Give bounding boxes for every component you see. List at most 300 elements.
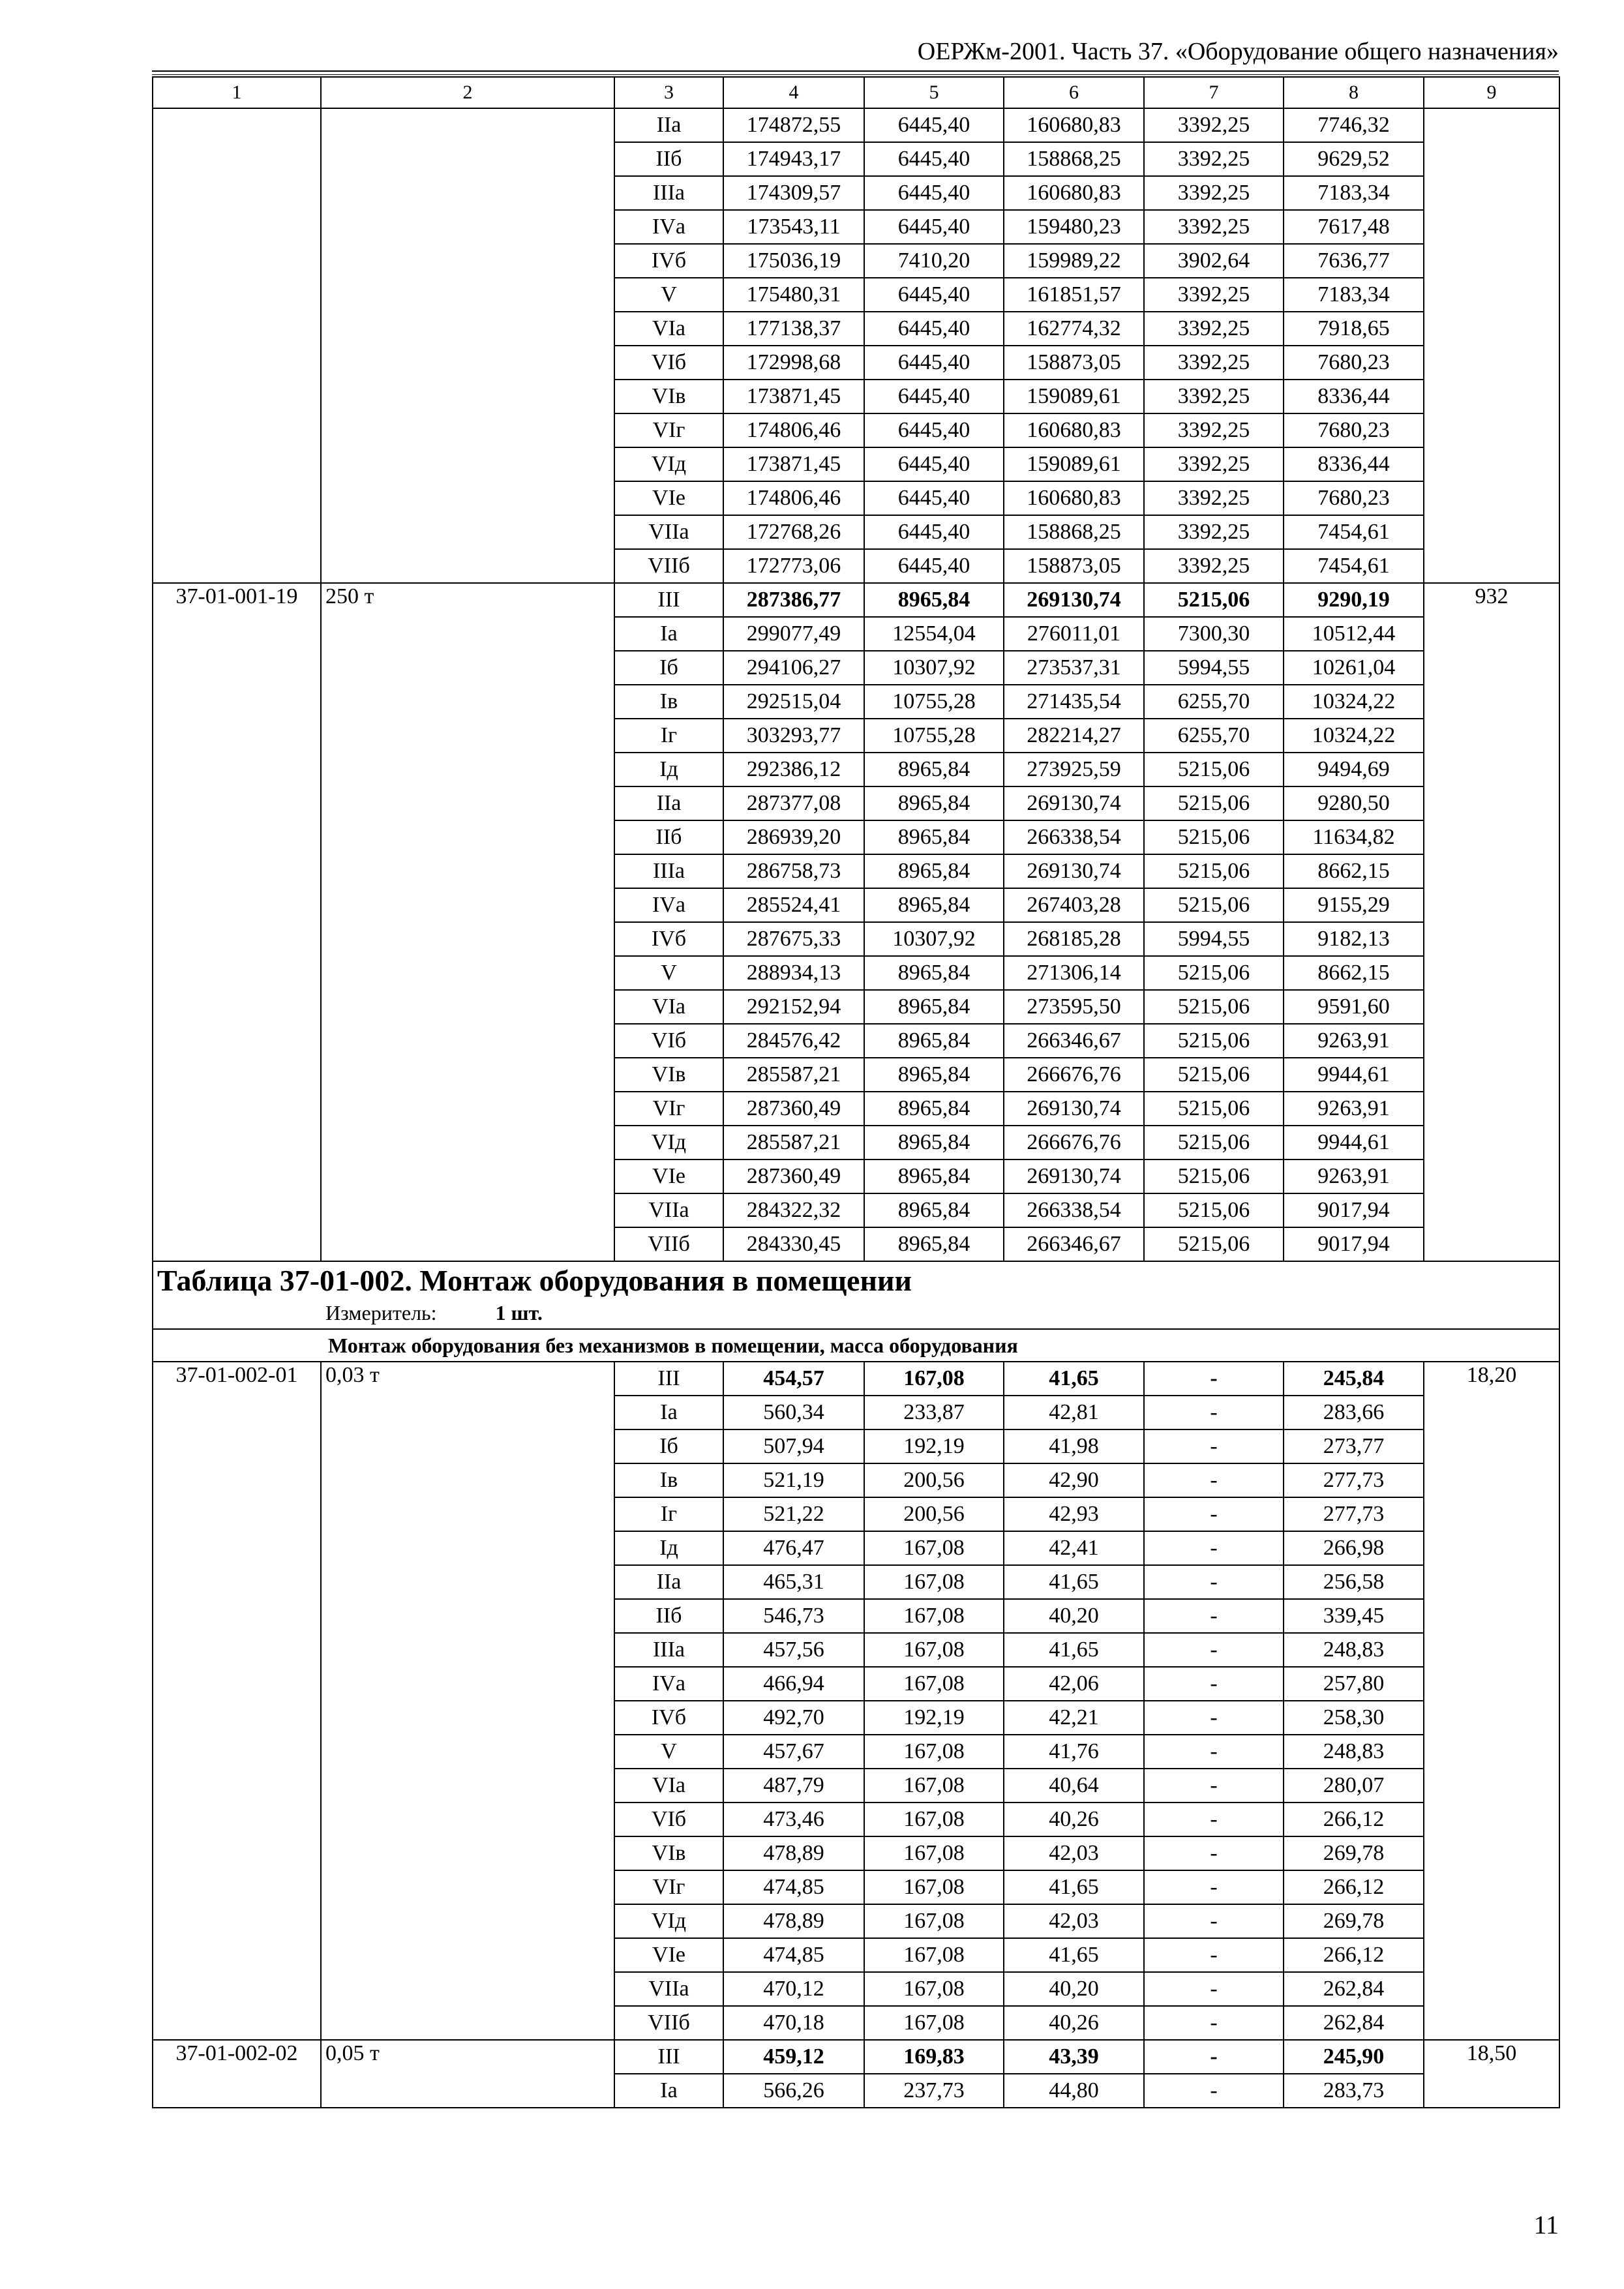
value-cell: 40,64 xyxy=(1004,1769,1144,1803)
value-cell: 41,76 xyxy=(1004,1735,1144,1769)
value-cell: 284576,42 xyxy=(723,1024,864,1058)
value-cell: 167,08 xyxy=(864,1836,1004,1870)
measure-value: 1 шт. xyxy=(495,1301,543,1324)
value-cell: 280,07 xyxy=(1284,1769,1424,1803)
value-cell: 266338,54 xyxy=(1004,1193,1144,1227)
value-cell: 8965,84 xyxy=(864,1159,1004,1193)
zone-cell: VIIб xyxy=(614,549,723,583)
value-cell: 41,65 xyxy=(1004,1938,1144,1972)
zone-cell: IIб xyxy=(614,142,723,176)
value-cell: 266346,67 xyxy=(1004,1024,1144,1058)
value-cell: 282214,27 xyxy=(1004,719,1144,753)
zone-cell: IVа xyxy=(614,1667,723,1701)
value-cell: 8965,84 xyxy=(864,820,1004,854)
value-cell: 269130,74 xyxy=(1004,583,1144,617)
value-cell: 167,08 xyxy=(864,1938,1004,1972)
value-cell: 6445,40 xyxy=(864,312,1004,346)
value-cell: 167,08 xyxy=(864,1362,1004,1396)
value-cell: 167,08 xyxy=(864,1904,1004,1938)
value-cell: 5215,06 xyxy=(1144,854,1284,888)
value-cell: 9280,50 xyxy=(1284,786,1424,820)
value-cell: 160680,83 xyxy=(1004,481,1144,515)
value-cell: 5215,06 xyxy=(1144,1058,1284,1092)
value-cell: 492,70 xyxy=(723,1701,864,1735)
column-number: 7 xyxy=(1144,77,1284,108)
value-cell: 12554,04 xyxy=(864,617,1004,651)
column-9-value: 18,50 xyxy=(1424,2040,1559,2108)
zone-cell: IIа xyxy=(614,108,723,142)
value-cell: 7454,61 xyxy=(1284,515,1424,549)
zone-cell: III xyxy=(614,2040,723,2074)
value-cell: - xyxy=(1144,1667,1284,1701)
value-cell: - xyxy=(1144,1362,1284,1396)
value-cell: 10512,44 xyxy=(1284,617,1424,651)
value-cell: 560,34 xyxy=(723,1396,864,1429)
column-number-row xyxy=(153,77,1559,108)
value-cell: 9944,61 xyxy=(1284,1126,1424,1159)
value-cell: 3392,25 xyxy=(1144,515,1284,549)
value-cell: 470,12 xyxy=(723,1972,864,2006)
zone-cell: VIIа xyxy=(614,515,723,549)
value-cell: 5215,06 xyxy=(1144,583,1284,617)
value-cell: 40,20 xyxy=(1004,1599,1144,1633)
value-cell: 6445,40 xyxy=(864,413,1004,447)
value-cell: 277,73 xyxy=(1284,1463,1424,1497)
value-cell: 8965,84 xyxy=(864,1227,1004,1261)
value-cell: 9017,94 xyxy=(1284,1193,1424,1227)
value-cell: 42,21 xyxy=(1004,1701,1144,1735)
value-cell: 40,26 xyxy=(1004,2006,1144,2040)
value-cell: 6445,40 xyxy=(864,176,1004,210)
zone-cell: VIд xyxy=(614,447,723,481)
zone-cell: VIг xyxy=(614,413,723,447)
value-cell: 8965,84 xyxy=(864,786,1004,820)
value-cell: - xyxy=(1144,2040,1284,2074)
value-cell: - xyxy=(1144,1497,1284,1531)
value-cell: - xyxy=(1144,1565,1284,1599)
value-cell: 271435,54 xyxy=(1004,685,1144,719)
value-cell: 5215,06 xyxy=(1144,786,1284,820)
zone-cell: IIIа xyxy=(614,176,723,210)
value-cell: 44,80 xyxy=(1004,2074,1144,2108)
value-cell: 42,41 xyxy=(1004,1531,1144,1565)
table-body xyxy=(153,77,1559,2108)
zone-cell: VIб xyxy=(614,346,723,380)
value-cell: 8662,15 xyxy=(1284,956,1424,990)
column-number: 1 xyxy=(153,77,321,108)
value-cell: 245,90 xyxy=(1284,2040,1424,2074)
value-cell: 192,19 xyxy=(864,1429,1004,1463)
rate-name: 250 т xyxy=(321,583,614,1261)
value-cell: 266346,67 xyxy=(1004,1227,1144,1261)
section-heading: Монтаж оборудования без механизмов в помещении, масса оборудования xyxy=(153,1329,1559,1362)
value-cell: 3392,25 xyxy=(1144,481,1284,515)
header-rule xyxy=(152,70,1559,72)
value-cell: 158873,05 xyxy=(1004,346,1144,380)
zone-cell: VIд xyxy=(614,1126,723,1159)
value-cell: 8965,84 xyxy=(864,990,1004,1024)
value-cell: 174943,17 xyxy=(723,142,864,176)
value-cell: 284330,45 xyxy=(723,1227,864,1261)
value-cell: 288934,13 xyxy=(723,956,864,990)
value-cell: 7183,34 xyxy=(1284,278,1424,312)
zone-cell: Iа xyxy=(614,1396,723,1429)
zone-cell: VIв xyxy=(614,1058,723,1092)
value-cell: 8336,44 xyxy=(1284,380,1424,413)
value-cell: 175036,19 xyxy=(723,244,864,278)
value-cell: - xyxy=(1144,1769,1284,1803)
value-cell: 269130,74 xyxy=(1004,1092,1144,1126)
value-cell: 507,94 xyxy=(723,1429,864,1463)
value-cell: 7636,77 xyxy=(1284,244,1424,278)
value-cell: 167,08 xyxy=(864,1531,1004,1565)
value-cell: 160680,83 xyxy=(1004,413,1144,447)
zone-cell: IIб xyxy=(614,820,723,854)
value-cell: 287377,08 xyxy=(723,786,864,820)
value-cell: 566,26 xyxy=(723,2074,864,2108)
value-cell: 7454,61 xyxy=(1284,549,1424,583)
column-number: 4 xyxy=(723,77,864,108)
value-cell: 6255,70 xyxy=(1144,719,1284,753)
value-cell: 7680,23 xyxy=(1284,413,1424,447)
zone-cell: VIIб xyxy=(614,2006,723,2040)
value-cell: 273,77 xyxy=(1284,1429,1424,1463)
value-cell: 478,89 xyxy=(723,1904,864,1938)
rate-code: 37-01-002-02 xyxy=(153,2040,321,2108)
value-cell: 299077,49 xyxy=(723,617,864,651)
value-cell: 8336,44 xyxy=(1284,447,1424,481)
zone-cell: VIа xyxy=(614,990,723,1024)
value-cell: 159089,61 xyxy=(1004,447,1144,481)
value-cell: 167,08 xyxy=(864,1870,1004,1904)
table-row xyxy=(153,108,1559,142)
value-cell: 42,81 xyxy=(1004,1396,1144,1429)
value-cell: 454,57 xyxy=(723,1362,864,1396)
value-cell: 8965,84 xyxy=(864,1193,1004,1227)
value-cell: 10307,92 xyxy=(864,922,1004,956)
zone-cell: Iг xyxy=(614,1497,723,1531)
zone-cell: VIв xyxy=(614,380,723,413)
value-cell: 269,78 xyxy=(1284,1836,1424,1870)
value-cell: 276011,01 xyxy=(1004,617,1144,651)
value-cell: 9290,19 xyxy=(1284,583,1424,617)
value-cell: - xyxy=(1144,1904,1284,1938)
value-cell: 3392,25 xyxy=(1144,142,1284,176)
value-cell: 287675,33 xyxy=(723,922,864,956)
value-cell: 457,67 xyxy=(723,1735,864,1769)
value-cell: 266,12 xyxy=(1284,1870,1424,1904)
rate-name xyxy=(321,108,614,583)
value-cell: 9182,13 xyxy=(1284,922,1424,956)
column-9-value xyxy=(1424,108,1559,583)
value-cell: 474,85 xyxy=(723,1938,864,1972)
value-cell: 7300,30 xyxy=(1144,617,1284,651)
value-cell: 7680,23 xyxy=(1284,346,1424,380)
value-cell: 3392,25 xyxy=(1144,176,1284,210)
value-cell: 476,47 xyxy=(723,1531,864,1565)
value-cell: 173871,45 xyxy=(723,447,864,481)
zone-cell: IVа xyxy=(614,210,723,244)
value-cell: 3392,25 xyxy=(1144,312,1284,346)
value-cell: 9591,60 xyxy=(1284,990,1424,1024)
value-cell: 160680,83 xyxy=(1004,176,1144,210)
column-9-value: 18,20 xyxy=(1424,1362,1559,2040)
rate-code xyxy=(153,108,321,583)
zone-cell: VIе xyxy=(614,481,723,515)
value-cell: 459,12 xyxy=(723,2040,864,2074)
value-cell: 41,65 xyxy=(1004,1362,1144,1396)
column-number: 3 xyxy=(614,77,723,108)
value-cell: 487,79 xyxy=(723,1769,864,1803)
value-cell: 9017,94 xyxy=(1284,1227,1424,1261)
zone-cell: Iв xyxy=(614,685,723,719)
value-cell: 287386,77 xyxy=(723,583,864,617)
value-cell: 173543,11 xyxy=(723,210,864,244)
value-cell: 6445,40 xyxy=(864,481,1004,515)
zone-cell: III xyxy=(614,1362,723,1396)
zone-cell: Iа xyxy=(614,617,723,651)
value-cell: 167,08 xyxy=(864,2006,1004,2040)
value-cell: 5215,06 xyxy=(1144,753,1284,786)
table-row xyxy=(153,1362,1559,1396)
value-cell: - xyxy=(1144,1599,1284,1633)
rate-code: 37-01-001-19 xyxy=(153,583,321,1261)
column-number: 6 xyxy=(1004,77,1144,108)
value-cell: 267403,28 xyxy=(1004,888,1144,922)
value-cell: 158868,25 xyxy=(1004,142,1144,176)
zone-cell: IIб xyxy=(614,1599,723,1633)
value-cell: 9494,69 xyxy=(1284,753,1424,786)
value-cell: 169,83 xyxy=(864,2040,1004,2074)
value-cell: 8965,84 xyxy=(864,1024,1004,1058)
value-cell: 283,73 xyxy=(1284,2074,1424,2108)
value-cell: 173871,45 xyxy=(723,380,864,413)
column-number: 8 xyxy=(1284,77,1424,108)
value-cell: - xyxy=(1144,1701,1284,1735)
value-cell: 6445,40 xyxy=(864,447,1004,481)
value-cell: 174806,46 xyxy=(723,413,864,447)
value-cell: 269130,74 xyxy=(1004,786,1144,820)
value-cell: 3392,25 xyxy=(1144,278,1284,312)
zone-cell: Iа xyxy=(614,2074,723,2108)
value-cell: 10307,92 xyxy=(864,651,1004,685)
value-cell: 167,08 xyxy=(864,1633,1004,1667)
value-cell: 303293,77 xyxy=(723,719,864,753)
value-cell: 9629,52 xyxy=(1284,142,1424,176)
value-cell: 292386,12 xyxy=(723,753,864,786)
value-cell: 3392,25 xyxy=(1144,549,1284,583)
value-cell: 42,03 xyxy=(1004,1836,1144,1870)
value-cell: 167,08 xyxy=(864,1735,1004,1769)
zone-cell: IIа xyxy=(614,1565,723,1599)
value-cell: 192,19 xyxy=(864,1701,1004,1735)
value-cell: - xyxy=(1144,1836,1284,1870)
value-cell: 10755,28 xyxy=(864,685,1004,719)
column-number: 2 xyxy=(321,77,614,108)
table-title-cell xyxy=(153,1261,1559,1329)
value-cell: 5215,06 xyxy=(1144,820,1284,854)
table-row xyxy=(153,583,1559,617)
zone-cell: Iд xyxy=(614,753,723,786)
value-cell: 283,66 xyxy=(1284,1396,1424,1429)
zone-cell: III xyxy=(614,583,723,617)
value-cell: 5994,55 xyxy=(1144,651,1284,685)
value-cell: 9155,29 xyxy=(1284,888,1424,922)
value-cell: 245,84 xyxy=(1284,1362,1424,1396)
value-cell: 10261,04 xyxy=(1284,651,1424,685)
page-number: 11 xyxy=(1533,2210,1559,2239)
value-cell: 3392,25 xyxy=(1144,108,1284,142)
value-cell: 167,08 xyxy=(864,1667,1004,1701)
value-cell: 3392,25 xyxy=(1144,413,1284,447)
table-title-row xyxy=(153,1261,1559,1329)
zone-cell: IIа xyxy=(614,786,723,820)
column-number: 9 xyxy=(1424,77,1559,108)
value-cell: 9263,91 xyxy=(1284,1159,1424,1193)
section-row xyxy=(153,1329,1559,1362)
value-cell: 8965,84 xyxy=(864,1058,1004,1092)
value-cell: 167,08 xyxy=(864,1769,1004,1803)
value-cell: 5215,06 xyxy=(1144,1126,1284,1159)
value-cell: 5215,06 xyxy=(1144,1159,1284,1193)
value-cell: 7410,20 xyxy=(864,244,1004,278)
zone-cell: VIIа xyxy=(614,1193,723,1227)
running-header: ОЕРЖм-2001. Часть 37. «Оборудование общего назначения» xyxy=(917,38,1559,65)
value-cell: 6445,40 xyxy=(864,108,1004,142)
value-cell: 8965,84 xyxy=(864,1126,1004,1159)
value-cell: 158873,05 xyxy=(1004,549,1144,583)
zone-cell: VIIа xyxy=(614,1972,723,2006)
column-number: 5 xyxy=(864,77,1004,108)
value-cell: 8965,84 xyxy=(864,854,1004,888)
value-cell: 258,30 xyxy=(1284,1701,1424,1735)
zone-cell: VIб xyxy=(614,1803,723,1836)
value-cell: 177138,37 xyxy=(723,312,864,346)
value-cell: 40,26 xyxy=(1004,1803,1144,1836)
value-cell: 174806,46 xyxy=(723,481,864,515)
zone-cell: IIIа xyxy=(614,854,723,888)
value-cell: 159480,23 xyxy=(1004,210,1144,244)
value-cell: 262,84 xyxy=(1284,1972,1424,2006)
value-cell: 8965,84 xyxy=(864,888,1004,922)
value-cell: 284322,32 xyxy=(723,1193,864,1227)
price-table xyxy=(152,76,1560,2108)
zone-cell: VIIб xyxy=(614,1227,723,1261)
rate-name: 0,03 т xyxy=(321,1362,614,2040)
value-cell: 266676,76 xyxy=(1004,1126,1144,1159)
value-cell: 5994,55 xyxy=(1144,922,1284,956)
value-cell: 3902,64 xyxy=(1144,244,1284,278)
value-cell: 5215,06 xyxy=(1144,1193,1284,1227)
value-cell: - xyxy=(1144,1531,1284,1565)
value-cell: 5215,06 xyxy=(1144,1024,1284,1058)
table-row xyxy=(153,2040,1559,2074)
zone-cell: IVб xyxy=(614,244,723,278)
value-cell: 172773,06 xyxy=(723,549,864,583)
value-cell: 200,56 xyxy=(864,1463,1004,1497)
value-cell: 42,03 xyxy=(1004,1904,1144,1938)
value-cell: 172998,68 xyxy=(723,346,864,380)
value-cell: - xyxy=(1144,1938,1284,1972)
value-cell: 159989,22 xyxy=(1004,244,1144,278)
value-cell: 257,80 xyxy=(1284,1667,1424,1701)
zone-cell: VIе xyxy=(614,1938,723,1972)
value-cell: - xyxy=(1144,1972,1284,2006)
value-cell: 470,18 xyxy=(723,2006,864,2040)
value-cell: 478,89 xyxy=(723,1836,864,1870)
value-cell: 162774,32 xyxy=(1004,312,1144,346)
value-cell: 6445,40 xyxy=(864,515,1004,549)
zone-cell: VIб xyxy=(614,1024,723,1058)
value-cell: 8965,84 xyxy=(864,1092,1004,1126)
value-cell: 5215,06 xyxy=(1144,956,1284,990)
value-cell: 42,93 xyxy=(1004,1497,1144,1531)
value-cell: 6255,70 xyxy=(1144,685,1284,719)
value-cell: - xyxy=(1144,1429,1284,1463)
value-cell: 266,12 xyxy=(1284,1803,1424,1836)
value-cell: 248,83 xyxy=(1284,1633,1424,1667)
zone-cell: VIа xyxy=(614,1769,723,1803)
value-cell: 268185,28 xyxy=(1004,922,1144,956)
value-cell: 9944,61 xyxy=(1284,1058,1424,1092)
value-cell: 6445,40 xyxy=(864,278,1004,312)
value-cell: 7746,32 xyxy=(1284,108,1424,142)
value-cell: 256,58 xyxy=(1284,1565,1424,1599)
value-cell: 6445,40 xyxy=(864,210,1004,244)
value-cell: 161851,57 xyxy=(1004,278,1144,312)
value-cell: - xyxy=(1144,1463,1284,1497)
value-cell: 7918,65 xyxy=(1284,312,1424,346)
value-cell: 466,94 xyxy=(723,1667,864,1701)
value-cell: - xyxy=(1144,1803,1284,1836)
value-cell: 8965,84 xyxy=(864,753,1004,786)
value-cell: 269,78 xyxy=(1284,1904,1424,1938)
value-cell: 41,65 xyxy=(1004,1870,1144,1904)
zone-cell: V xyxy=(614,278,723,312)
value-cell: 159089,61 xyxy=(1004,380,1144,413)
value-cell: 3392,25 xyxy=(1144,380,1284,413)
value-cell: 7183,34 xyxy=(1284,176,1424,210)
value-cell: 6445,40 xyxy=(864,142,1004,176)
rate-name: 0,05 т xyxy=(321,2040,614,2108)
zone-cell: IVб xyxy=(614,1701,723,1735)
value-cell: 457,56 xyxy=(723,1633,864,1667)
header-rule-thin xyxy=(152,74,1559,75)
zone-cell: VIв xyxy=(614,1836,723,1870)
value-cell: 273595,50 xyxy=(1004,990,1144,1024)
value-cell: 521,22 xyxy=(723,1497,864,1531)
zone-cell: Iв xyxy=(614,1463,723,1497)
value-cell: 9263,91 xyxy=(1284,1092,1424,1126)
value-cell: 5215,06 xyxy=(1144,990,1284,1024)
value-cell: 11634,82 xyxy=(1284,820,1424,854)
zone-cell: IVб xyxy=(614,922,723,956)
value-cell: 40,20 xyxy=(1004,1972,1144,2006)
value-cell: 7617,48 xyxy=(1284,210,1424,244)
value-cell: 10324,22 xyxy=(1284,685,1424,719)
value-cell: 287360,49 xyxy=(723,1092,864,1126)
value-cell: 7680,23 xyxy=(1284,481,1424,515)
value-cell: 10324,22 xyxy=(1284,719,1424,753)
value-cell: - xyxy=(1144,1735,1284,1769)
measure-label: Измеритель: xyxy=(325,1301,437,1324)
column-9-value: 932 xyxy=(1424,583,1559,1261)
value-cell: 266,98 xyxy=(1284,1531,1424,1565)
value-cell: 287360,49 xyxy=(723,1159,864,1193)
zone-cell: IVа xyxy=(614,888,723,922)
value-cell: - xyxy=(1144,1633,1284,1667)
value-cell: 41,98 xyxy=(1004,1429,1144,1463)
